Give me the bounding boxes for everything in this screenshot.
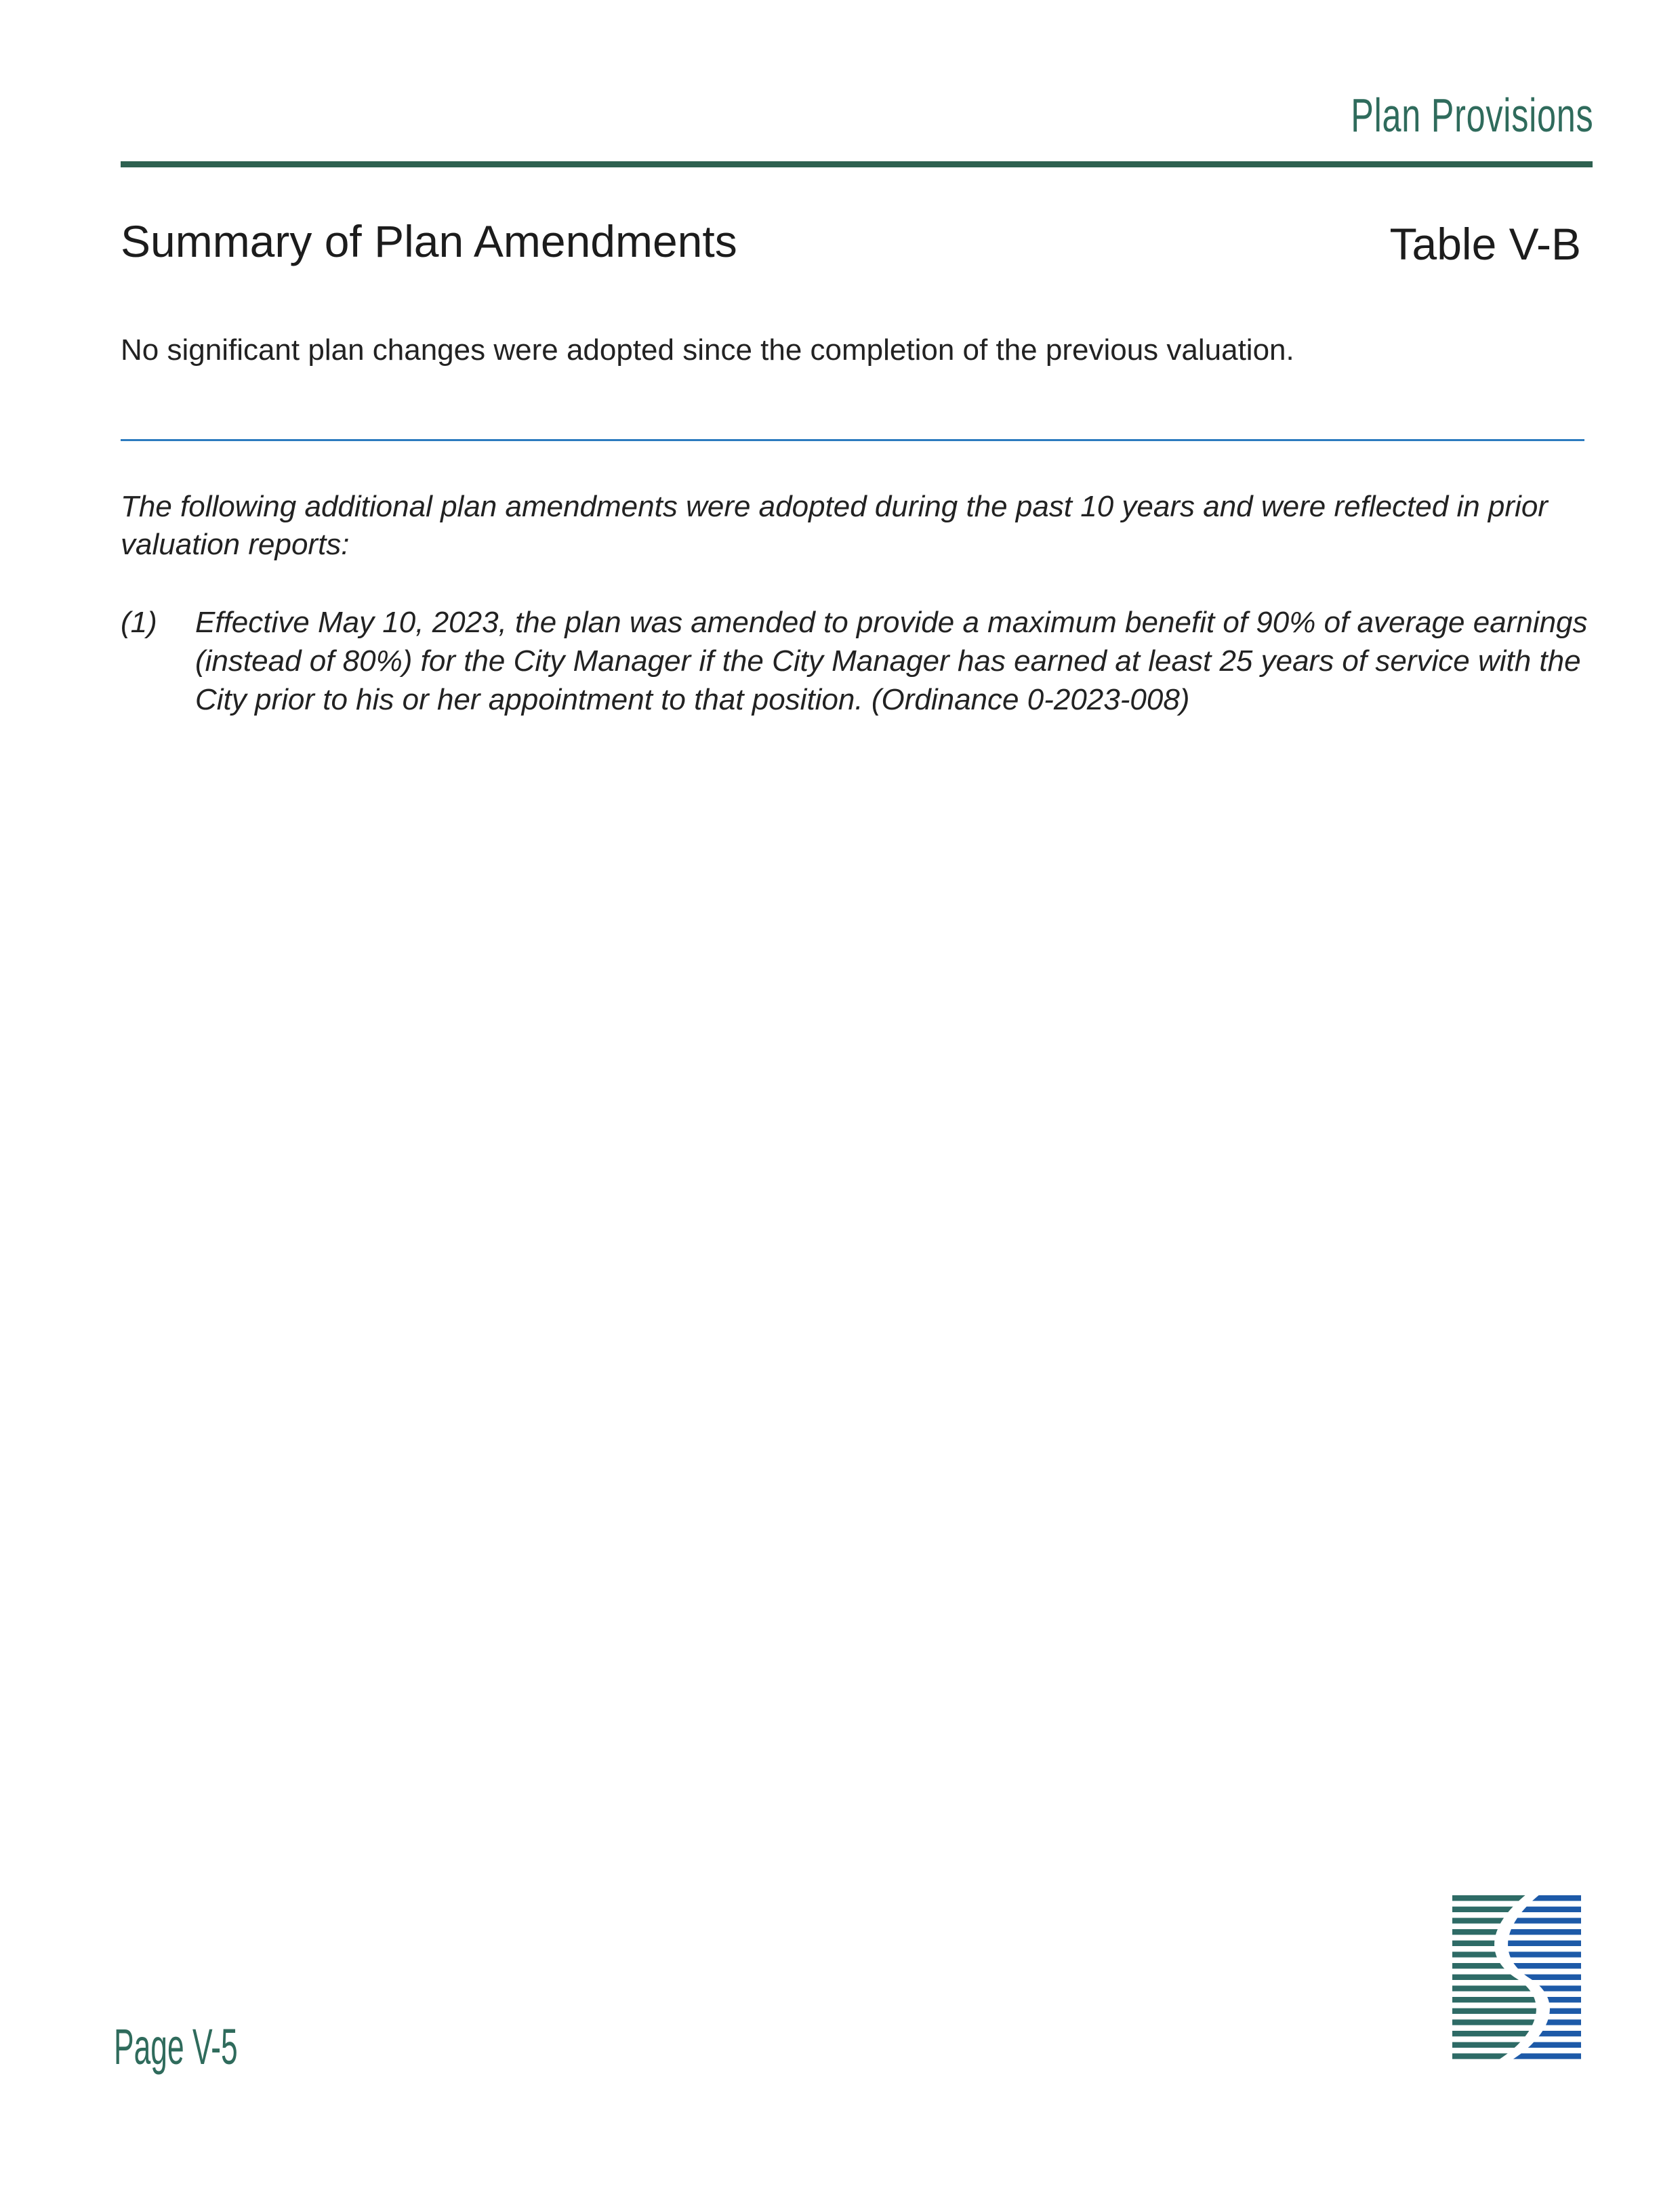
amendment-number: (1) bbox=[121, 606, 157, 639]
page-title: Summary of Plan Amendments bbox=[121, 216, 737, 266]
header-rule bbox=[121, 161, 1593, 167]
prior-amendments-lead: The following additional plan amendments were adopted during the past 10 years and were reflected in prior valuation reports: bbox=[121, 490, 1548, 561]
amendment-text: Effective May 10, 2023, the plan was amended to provide a maximum benefit of 90% of average earnings (instead of 80%) for the City Manager if the City Manager has earned at least 25 years of service with the City prior to his or her appointment to that position. (Ordinance 0-2023-008) bbox=[195, 606, 1588, 716]
segal-s-stripes-logo bbox=[1452, 1894, 1581, 2063]
intro-text: No significant plan changes were adopted since the completion of the previous valuation. bbox=[121, 333, 1294, 367]
section-divider bbox=[121, 439, 1584, 441]
page-number: Page V-5 bbox=[114, 2019, 238, 2075]
amendment-item bbox=[121, 603, 1591, 719]
section-header: Plan Provisions bbox=[1350, 89, 1593, 142]
table-reference: Table V-B bbox=[1389, 219, 1581, 269]
